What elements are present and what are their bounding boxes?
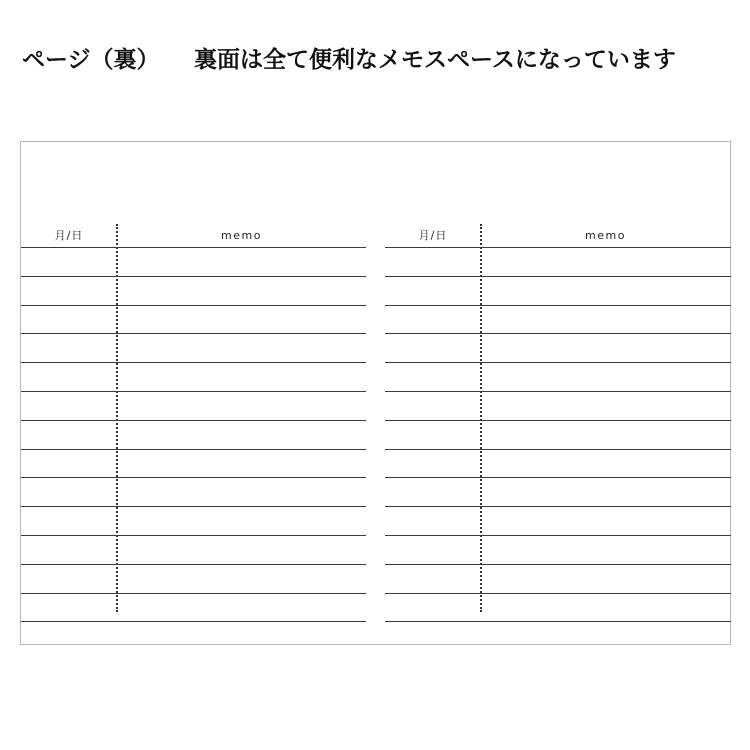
- memo-column-header: memo: [221, 229, 262, 242]
- ruled-line: [385, 276, 731, 277]
- ruled-line: [21, 449, 366, 450]
- dotted-column-divider: [116, 224, 118, 612]
- ruled-line: [21, 564, 366, 565]
- ruled-line: [385, 420, 731, 421]
- ruled-line: [385, 506, 731, 507]
- ruled-line: [385, 535, 731, 536]
- date-column-header: 月/日: [54, 229, 84, 242]
- ruled-line: [21, 362, 366, 363]
- ruled-line: [21, 247, 366, 248]
- ruled-line: [21, 621, 366, 622]
- memo-column-header: memo: [585, 229, 626, 242]
- ruled-line: [385, 333, 731, 334]
- page-title: ページ（裏）: [22, 47, 160, 73]
- ruled-line: [385, 362, 731, 363]
- ruled-line: [21, 276, 366, 277]
- ruled-line: [21, 477, 366, 478]
- page-header: [22, 40, 742, 80]
- ruled-line: [21, 420, 366, 421]
- ruled-line: [21, 305, 366, 306]
- ruled-line: [385, 477, 731, 478]
- ruled-line: [385, 247, 731, 248]
- dotted-column-divider: [480, 224, 482, 612]
- memo-panel-left: [21, 142, 366, 644]
- ruled-line: [21, 593, 366, 594]
- ruled-line: [385, 564, 731, 565]
- ruled-line: [385, 449, 731, 450]
- page-subtitle: 裏面は全て便利なメモスペースになっています: [194, 47, 676, 73]
- date-column-header: 月/日: [418, 229, 448, 242]
- ruled-line: [385, 391, 731, 392]
- memo-sheet: [20, 141, 731, 645]
- ruled-line: [385, 305, 731, 306]
- ruled-line: [21, 506, 366, 507]
- ruled-line: [385, 593, 731, 594]
- ruled-line: [21, 333, 366, 334]
- ruled-line: [385, 621, 731, 622]
- memo-panel-right: [385, 142, 730, 644]
- ruled-line: [21, 535, 366, 536]
- ruled-line: [21, 391, 366, 392]
